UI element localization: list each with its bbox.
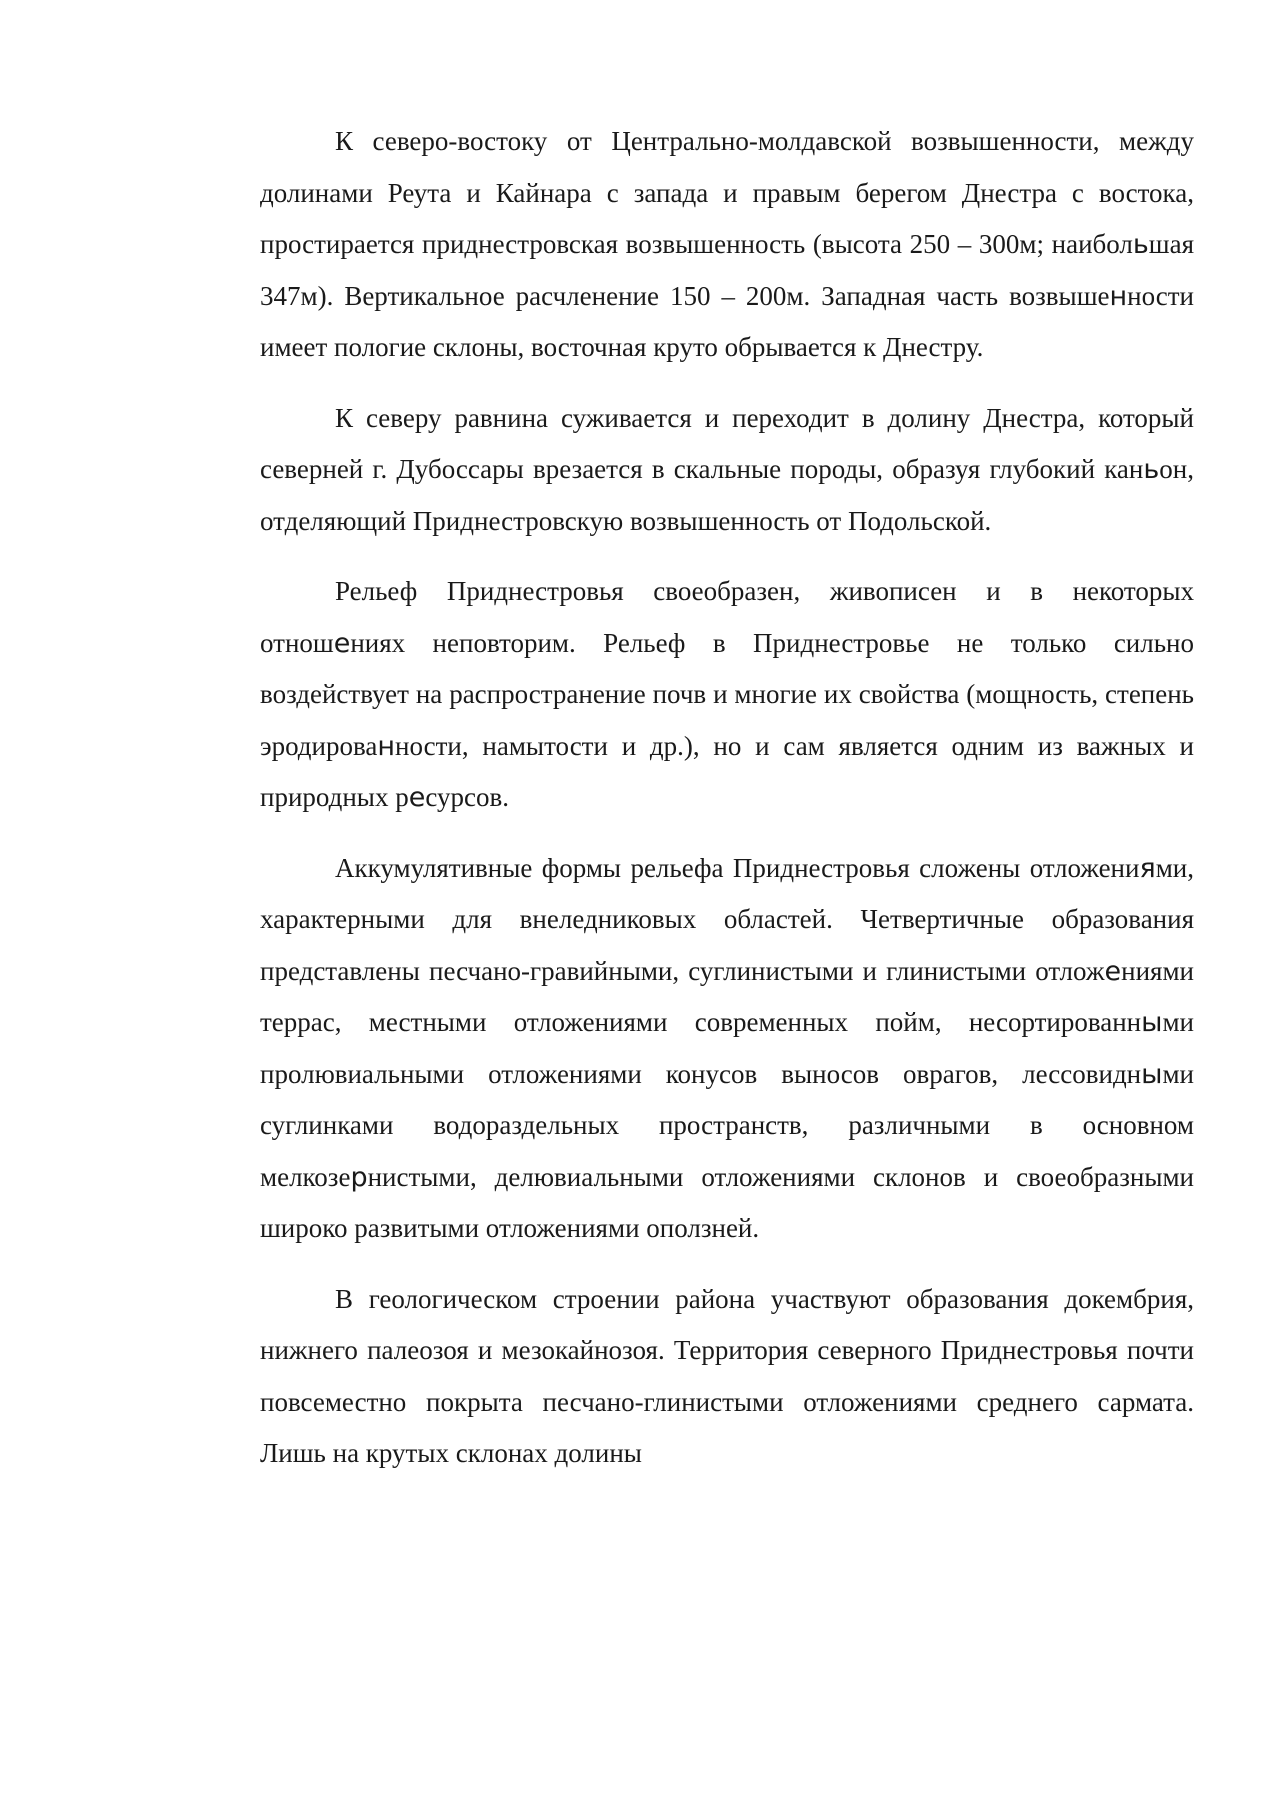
- text-run: я: [1139, 852, 1156, 884]
- text-run: ниях неповторим. Рельеф в Приднестровье не только сильно воздействует на распространение почв и многие их свойства (мощность, степень эродирова: [260, 627, 1194, 761]
- text-run: н: [377, 730, 396, 762]
- text-run: е: [408, 782, 426, 813]
- text-run: ми, характерными для внеледниковых областей. Четвертичные образования представлены песчано-гравийными, суглинистыми и глинистыми отлож: [260, 852, 1194, 986]
- paragraph-1: [260, 116, 1194, 374]
- text-run: ь: [1132, 229, 1149, 260]
- text-run: В геологическом строении района участвуют образования докембрия, нижнего палеозоя и мезокайнозоя. Территория северного Приднестровья почти повсеместно покрыта песчано-глинистыми отложениями среднего сармата. Лишь на крутых склонах долины: [260, 1283, 1194, 1468]
- text-run: он, отделяющий Приднестровскую возвышенность от Подольской.: [260, 454, 1194, 536]
- text-run: ы: [1141, 1058, 1163, 1090]
- text-run: ы: [1141, 1007, 1163, 1038]
- text-run: нистыми, делювиальными отложениями склонов и своеобразными широко развитыми отложениями оползней.: [260, 1161, 1194, 1243]
- text-run: ниями террас, местными отложениями современных пойм, несортированн: [260, 955, 1194, 1037]
- text-run: шая 347м). Вертикальное расчленение 150 – 200м. Западная часть возвыше: [260, 229, 1194, 311]
- text-run: ми суглинками водораздельных пространств, различными в основном мелкозе: [260, 1058, 1194, 1192]
- text-run: ности имеет пологие склоны, восточная круто обрывается к Днестру.: [260, 280, 1194, 362]
- text-run: К северу равнина суживается и переходит в долину Днестра, который северней г. Дубоссары врезается в скальные породы, образуя глубокий кан: [260, 402, 1194, 484]
- text-run: н: [1109, 280, 1128, 312]
- document-page: [260, 116, 1194, 1480]
- paragraph-3: [260, 566, 1194, 824]
- paragraph-2: [260, 393, 1194, 548]
- text-run: р: [350, 1161, 368, 1193]
- text-run: ь: [1143, 454, 1160, 485]
- text-run: Аккумулятивные формы рельефа Приднестровья сложены отложени: [335, 852, 1140, 883]
- paragraph-4: [260, 843, 1194, 1255]
- paragraph-5: [260, 1274, 1194, 1480]
- text-run: К северо-востоку от Центрально-молдавской возвышенности, между долинами Реута и Кайнара с запада и правым берегом Днестра с востока, простирается приднестровская возвышенность (высота 250 – 300м; наибол: [260, 126, 1194, 259]
- text-run: ности, намытости и др.), но и сам является одним из важных и природных р: [260, 730, 1194, 812]
- text-run: ми пролювиальными отложениями конусов выносов оврагов, лессовидн: [260, 1007, 1194, 1089]
- text-run: Рельеф Приднестровья своеобразен, живописен и в некоторых отнош: [260, 576, 1194, 658]
- text-run: е: [1104, 955, 1122, 987]
- text-run: е: [333, 627, 351, 659]
- text-run: сурсов.: [425, 782, 509, 812]
